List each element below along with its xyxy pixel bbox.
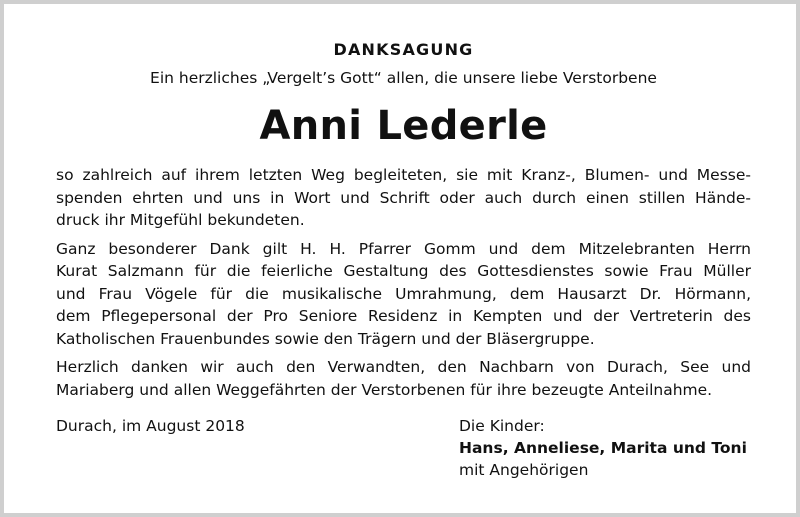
place-date: Durach, im August 2018 xyxy=(56,417,245,435)
signature-label: Die Kinder: xyxy=(459,417,545,435)
signature-block xyxy=(459,415,747,481)
paragraph-line: druck ihr Mitgefühl bekundeten. xyxy=(56,211,305,229)
paragraph-line: so zahlreich auf ihrem letzten Weg begleiteten, sie mit Kranz-, Blumen- und Messe- xyxy=(56,166,751,184)
notice-content xyxy=(56,38,751,485)
paragraph-line: Katholischen Frauenbundes sowie den Trägern und der Bläsergruppe. xyxy=(56,329,595,348)
notice-footer xyxy=(56,415,751,485)
paragraph-line: und Frau Vögele für die musikalische Umrahmung, dem Hausarzt Dr. Hörmann, xyxy=(56,284,751,303)
paragraph-line: dem Pflegepersonal der Pro Seniore Residenz in Kempten und der Vertreterin des xyxy=(56,307,751,325)
signature-suffix: mit Angehörigen xyxy=(459,461,589,479)
paragraph-special-thanks xyxy=(56,238,751,351)
notice-heading: DANKSAGUNG xyxy=(333,40,474,59)
paragraph-thanks-attendance xyxy=(56,164,751,232)
paragraph-line: Ganz besonderer Dank gilt H. H. Pfarrer Gomm und dem Mitzelebranten Herrn xyxy=(56,239,751,258)
paragraph-line: Herzlich danken wir auch den Verwandten, den Nachbarn von Durach, See und xyxy=(56,358,751,376)
deceased-name: Anni Lederle xyxy=(259,103,548,149)
notice-intro: Ein herzliches „Vergelt’s Gott“ allen, die unsere liebe Verstorbene xyxy=(150,69,657,87)
paragraph-line: spenden ehrten und uns in Wort und Schrift oder auch durch einen stillen Hände- xyxy=(56,188,751,207)
signature-names: Hans, Anneliese, Marita und Toni xyxy=(459,439,747,457)
paragraph-thanks-relatives xyxy=(56,356,751,401)
paragraph-line: Mariaberg und allen Weggefährten der Verstorbenen für ihre bezeugte Anteilnahme. xyxy=(56,380,713,399)
paragraph-line: Kurat Salzmann für die feierliche Gestaltung des Gottesdienstes sowie Frau Müller xyxy=(56,262,751,280)
